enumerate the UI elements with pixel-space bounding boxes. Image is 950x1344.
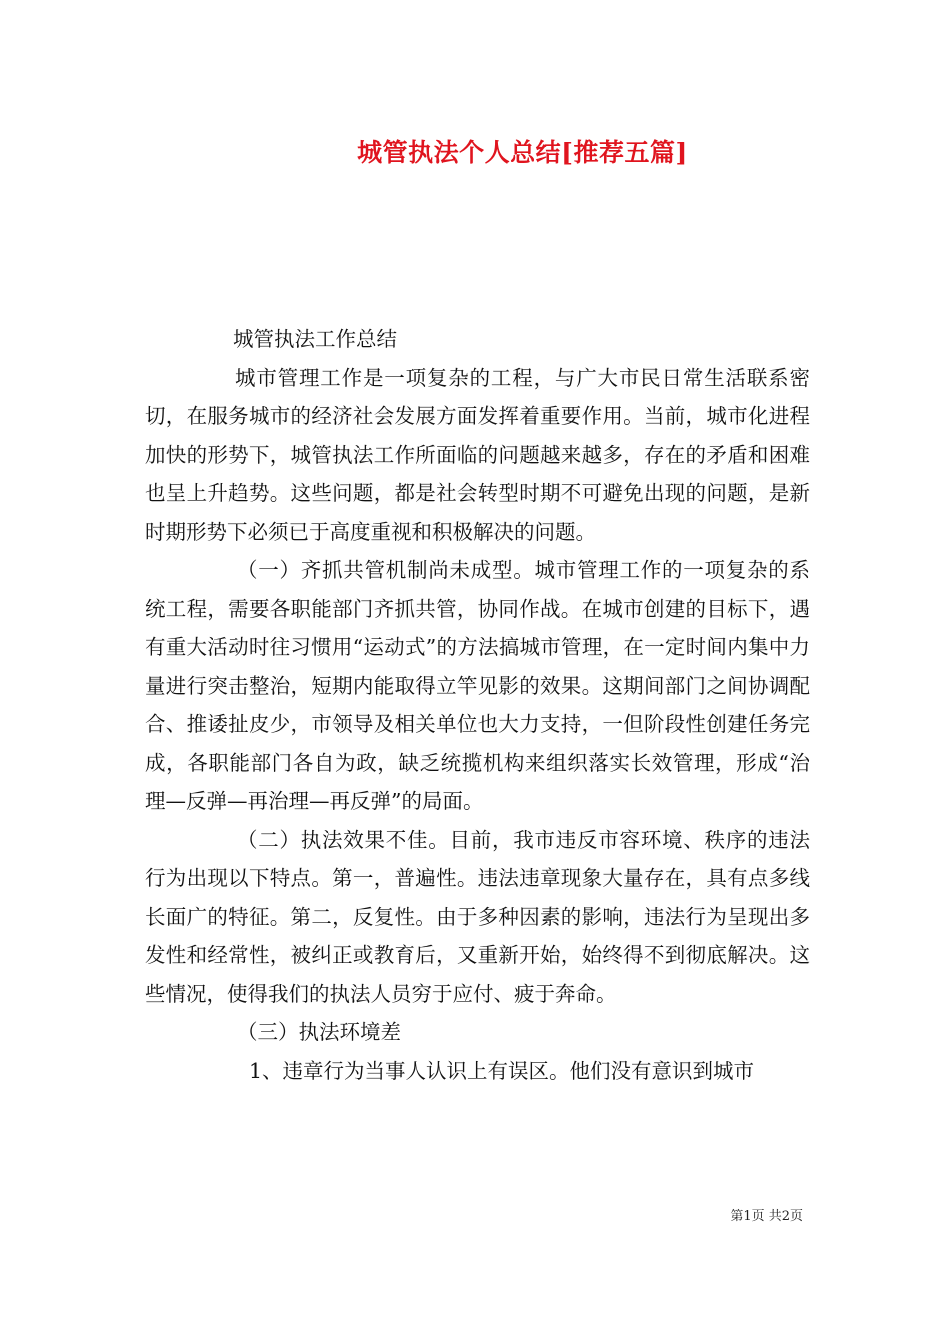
- section-subtitle: 城管执法工作总结: [233, 327, 397, 351]
- document-title: 城管执法个人总结[推荐五篇]: [357, 138, 688, 167]
- paragraph-intro: 城市管理工作是一项复杂的工程，与广大市民日常生活联系密切，在服务城市的经济社会发展方面发挥着重要作用。当前，城市化进程加快的形势下，城管执法工作所面临的问题越来越多，存在的矛盾和困难也呈上升趋势。这些问题，都是社会转型时期不可避免出现的问题，是新时期形势下必须已于高度重视和积极解决的问题。: [145, 365, 810, 544]
- paragraph-point-3-heading: （三）执法环境差: [237, 1020, 401, 1044]
- paragraph-point-2: （二）执法效果不佳。目前，我市违反市容环境、秩序的违法行为出现以下特点。第一，普遍性。违法违章现象大量存在，具有点多线长面广的特征。第二，反复性。由于多种因素的影响，违法行为呈现出多发性和经常性，被纠正或教育后，又重新开始，始终得不到彻底解决。这些情况，使得我们的执法人员穷于应付、疲于奔命。: [145, 827, 810, 1006]
- paragraph-point-3-item-1: 1、违章行为当事人认识上有误区。他们没有意识到城市: [249, 1058, 755, 1083]
- paragraph-point-1: （一）齐抓共管机制尚未成型。城市管理工作的一项复杂的系统工程，需要各职能部门齐抓共管，协同作战。在城市创建的目标下，遇有重大活动时往习惯用“运动式”的方法搞城市管理，在一定时间内集中力量进行突击整治，短期内能取得立竿见影的效果。这期间部门之间协调配合、推诿扯皮少，市领导及相关单位也大力支持，一但阶段性创建任务完成，各职能部门各自为政，缺乏统揽机构来组织落实长效管理，形成“治理—反弹—再治理—再反弹”的局面。: [145, 558, 810, 813]
- page-number: 第1页 共2页: [730, 1209, 803, 1224]
- document-body: [145, 320, 810, 1090]
